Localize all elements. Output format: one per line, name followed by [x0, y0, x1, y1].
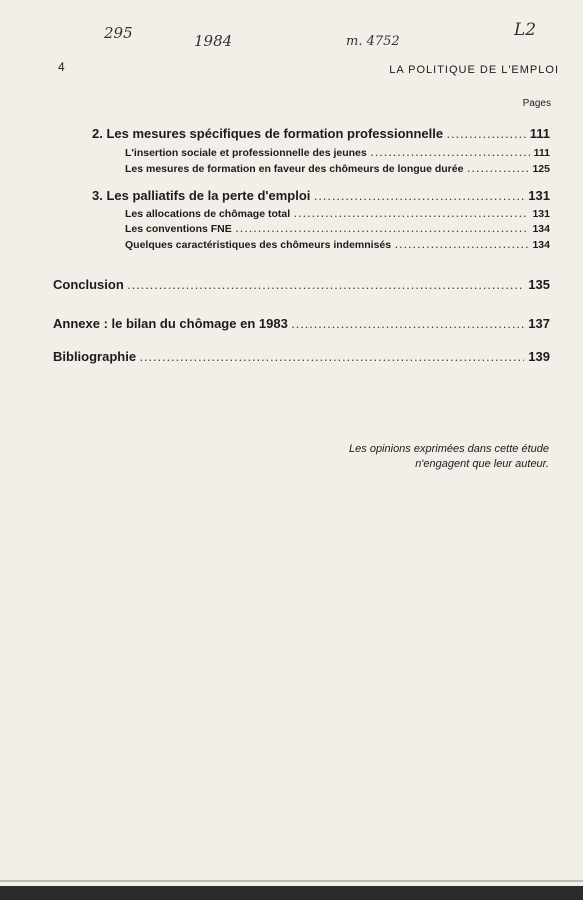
toc-leader-dots [395, 240, 528, 250]
toc-entry-3a [125, 208, 550, 220]
toc-leader-dots [236, 224, 529, 234]
handwritten-note-3: m. 4752 [346, 34, 400, 49]
running-title: LA POLITIQUE DE L'EMPLOI [389, 64, 559, 76]
toc-entry-bibliographie [53, 349, 550, 364]
toc-leader-dots [371, 148, 530, 158]
toc-entry-label: Bibliographie [53, 349, 137, 364]
toc-entry-2a [125, 147, 550, 159]
toc-entry-label: L'insertion sociale et professionnelle des jeunes [125, 147, 367, 159]
toc-entry-page: 134 [532, 239, 550, 251]
toc-entry-page: 134 [532, 223, 550, 235]
toc-entry-annexe [53, 316, 550, 331]
toc-entry-page: 135 [528, 277, 550, 292]
toc-entry-page: 137 [528, 316, 550, 331]
toc-entry-label: 2. Les mesures spécifiques de formation professionnelle [92, 126, 444, 141]
toc-entry-page: 139 [528, 349, 550, 364]
toc-entry-section-3 [92, 188, 550, 203]
toc-entry-page: 131 [532, 208, 550, 220]
handwritten-note-4: L2 [514, 20, 537, 40]
toc-entry-label: Conclusion [53, 277, 124, 292]
page-bottom-line [0, 880, 583, 882]
toc-leader-dots [292, 320, 525, 330]
toc-leader-dots [314, 192, 524, 202]
disclaimer-line: Les opinions exprimées dans cette étude [349, 443, 549, 455]
toc-entry-2b [125, 163, 550, 175]
handwritten-note-1: 295 [104, 24, 133, 42]
toc-entry-page: 111 [533, 147, 550, 159]
toc-entry-3b [125, 223, 550, 235]
toc-leader-dots [128, 281, 525, 291]
toc-leader-dots [294, 209, 528, 219]
toc-entry-label: Les mesures de formation en faveur des chômeurs de longue durée [125, 163, 464, 175]
toc-entry-conclusion [53, 277, 550, 292]
page-number: 4 [58, 60, 65, 74]
toc-entry-label: Les conventions FNE [125, 223, 232, 235]
toc-entry-label: Les allocations de chômage total [125, 208, 291, 220]
toc-entry-label: Quelques caractéristiques des chômeurs indemnisés [125, 239, 392, 251]
toc-entry-page: 131 [528, 188, 550, 203]
toc-entry-page: 125 [532, 163, 550, 175]
toc-leader-dots [467, 164, 528, 174]
toc-entry-3c [125, 239, 550, 251]
toc-entry-page: 111 [529, 126, 550, 141]
toc-entry-section-2 [92, 126, 550, 141]
pages-column-label: Pages [522, 98, 551, 109]
toc-entry-label: 3. Les palliatifs de la perte d'emploi [92, 188, 311, 203]
disclaimer-note [289, 442, 549, 472]
scan-bottom-edge [0, 886, 583, 900]
disclaimer-line: n'engagent que leur auteur. [415, 458, 549, 470]
handwritten-note-2: 1984 [194, 32, 233, 50]
toc-entry-label: Annexe : le bilan du chômage en 1983 [53, 316, 288, 331]
toc-leader-dots [140, 353, 524, 363]
toc-leader-dots [447, 130, 526, 140]
